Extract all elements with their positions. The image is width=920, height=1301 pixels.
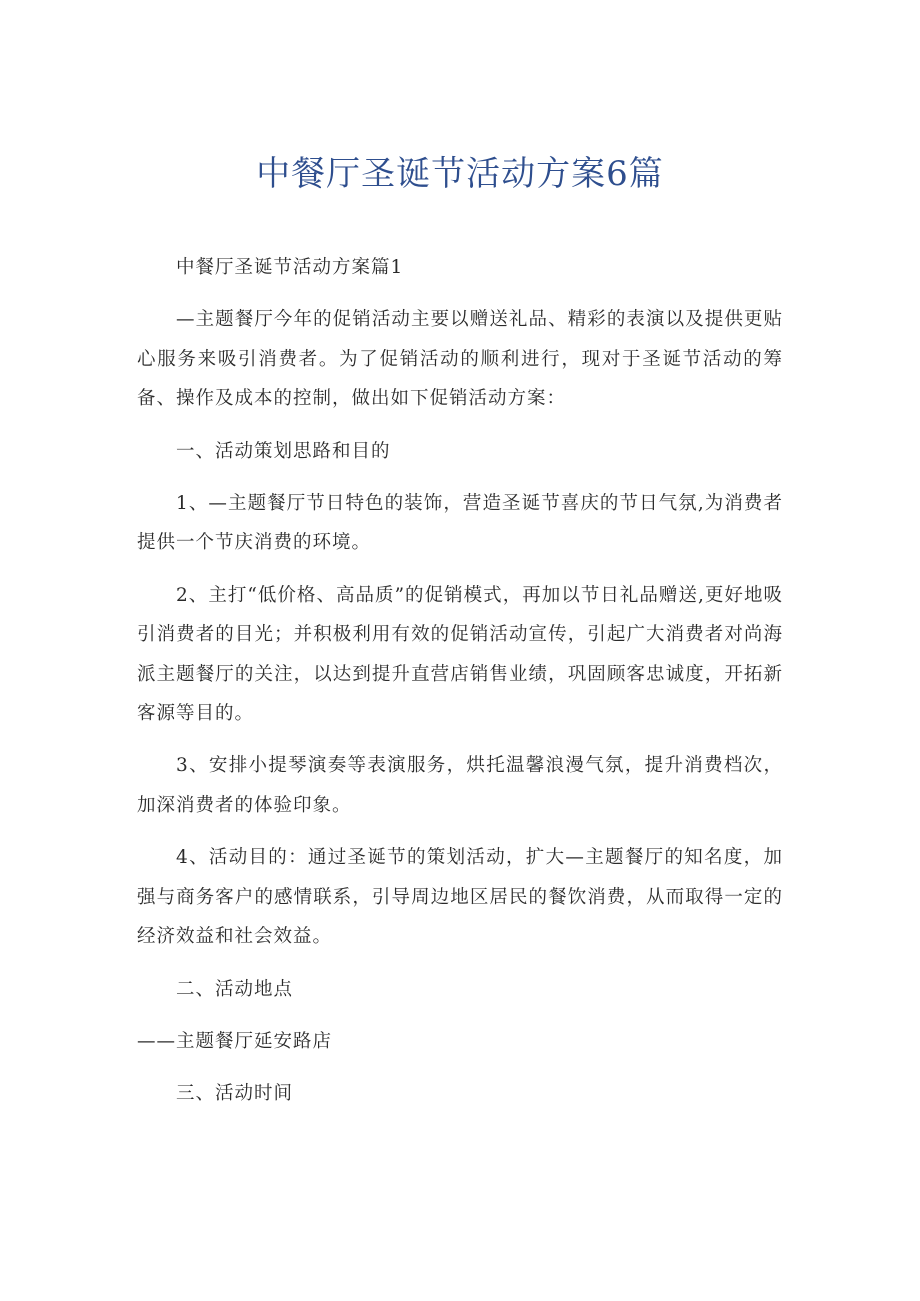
paragraph: 4、活动目的：通过圣诞节的策划活动，扩大—主题餐厅的知名度，加强与商务客户的感情联系，引导周边地区居民的餐饮消费，从而取得一定的经济效益和社会效益。 xyxy=(137,847,783,948)
paragraph: 3、安排小提琴演奏等表演服务，烘托温馨浪漫气氛，提升消费档次，加深消费者的体验印象。 xyxy=(137,755,783,816)
section-heading: 中餐厅圣诞节活动方案篇1 xyxy=(176,257,404,278)
paragraph: —主题餐厅今年的促销活动主要以赠送礼品、精彩的表演以及提供更贴心服务来吸引消费者。为了促销活动的顺利进行，现对于圣诞节活动的筹备、操作及成本的控制，做出如下促销活动方案： xyxy=(137,309,783,410)
section-heading: 一、活动策划思路和目的 xyxy=(176,440,391,462)
paragraph: 1、—主题餐厅节日特色的装饰，营造圣诞节喜庆的节日气氛,为消费者提供一个节庆消费的环境。 xyxy=(137,492,783,554)
section-heading: 三、活动时间 xyxy=(176,1083,294,1105)
paragraph: 2、主打“低价格、高品质”的促销模式，再加以节日礼品赠送,更好地吸引消费者的目光；并积极利用有效的促销活动宣传，引起广大消费者对尚海派主题餐厅的关注，以达到提升直营店销售业绩，巩固顾客忠诚度，开拓新客源等目的。 xyxy=(137,584,783,725)
document-body xyxy=(137,248,783,1126)
paragraph: ——主题餐厅延安路店 xyxy=(137,1030,333,1052)
document-title: 中餐厅圣诞节活动方案6篇 xyxy=(256,154,664,194)
section-heading: 二、活动地点 xyxy=(176,978,294,1000)
